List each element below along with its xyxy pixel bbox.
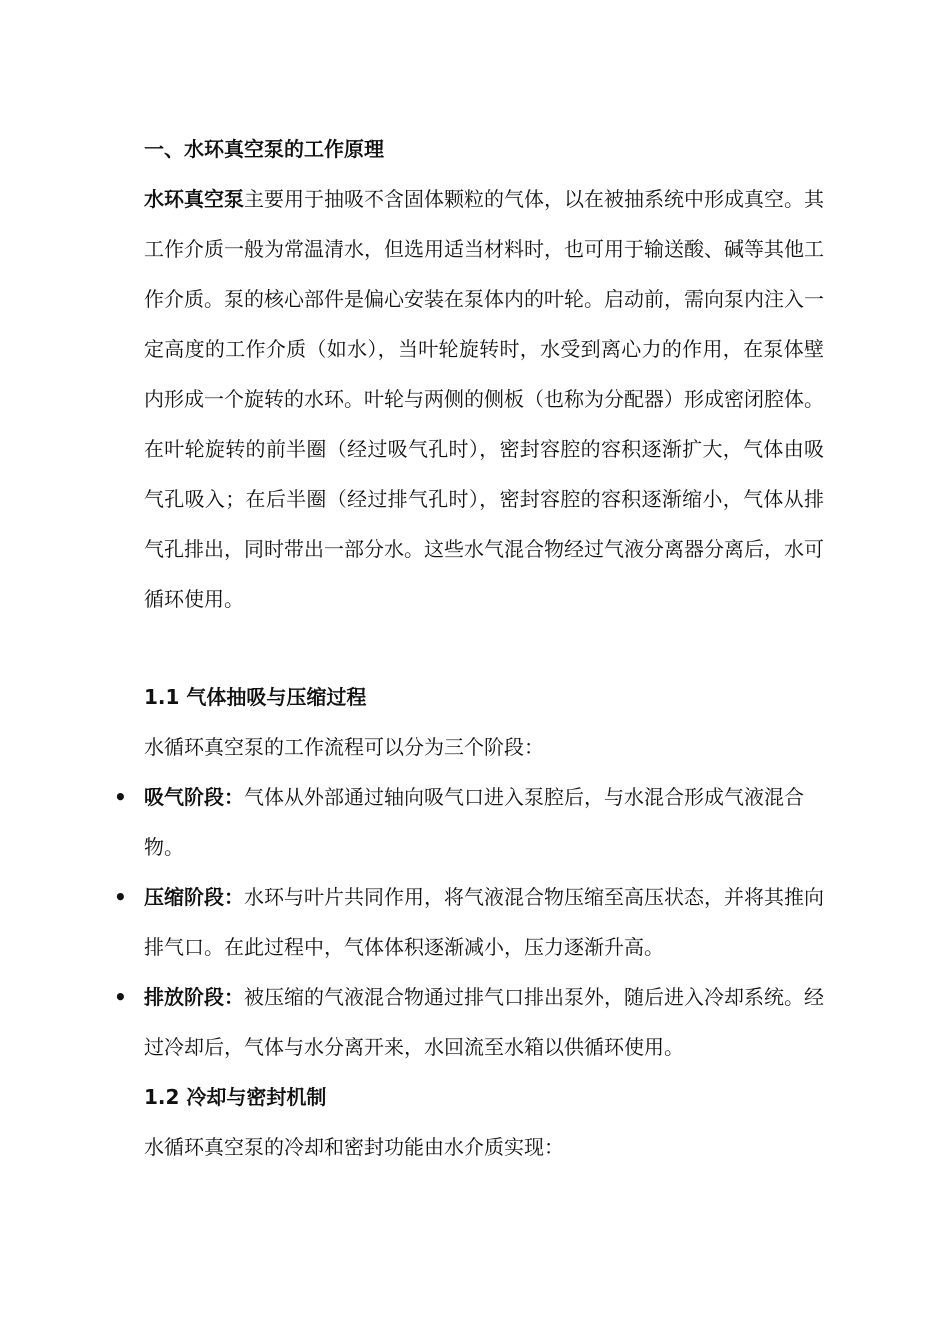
list-item-intake	[114, 772, 824, 872]
list-item-text: 气体从外部通过轴向吸气口进入泵腔后，与水混合形成气液混合物。	[144, 785, 804, 859]
section-1-2-lead: 水循环真空泵的冷却和密封功能由水介质实现：	[144, 1135, 564, 1159]
list-item-compression	[114, 872, 824, 972]
list-item-term: 压缩阶段：	[144, 885, 244, 909]
intro-term: 水环真空泵	[144, 187, 244, 211]
bullet-dot-icon: •	[114, 885, 127, 909]
list-item-discharge	[114, 972, 824, 1072]
list-item-text: 被压缩的气液混合物通过排气口排出泵外，随后进入冷却系统。经过冷却后，气体与水分离开来，水回流至水箱以供循环使用。	[144, 985, 824, 1059]
list-item-term: 排放阶段：	[144, 985, 244, 1009]
document-body	[114, 124, 824, 1172]
section-1-1-heading: 1.1 气体抽吸与压缩过程	[144, 685, 367, 709]
section-1-paragraph	[144, 174, 824, 624]
bullet-dot-icon: •	[114, 985, 127, 1009]
section-spacer	[144, 624, 824, 672]
bullet-dot-icon: •	[114, 785, 127, 809]
intro-text: 主要用于抽吸不含固体颗粒的气体，以在被抽系统中形成真空。其工作介质一般为常温清水，但选用适当材料时，也可用于输送酸、碱等其他工作介质。泵的核心部件是偏心安装在泵体内的叶轮。启动前，需向泵内注入一定高度的工作介质（如水），当叶轮旋转时，水受到离心力的作用，在泵体壁内形成一个旋转的水环。叶轮与两侧的侧板（也称为分配器）形成密闭腔体。在叶轮旋转的前半圈（经过吸气孔时），密封容腔的容积逐渐扩大，气体由吸气孔吸入；在后半圈（经过排气孔时），密封容腔的容积逐渐缩小，气体从排气孔排出，同时带出一部分水。这些水气混合物经过气液分离器分离后，水可循环使用。	[144, 187, 824, 611]
section-1-heading: 一、水环真空泵的工作原理	[144, 137, 384, 161]
section-1-1-lead: 水循环真空泵的工作流程可以分为三个阶段：	[144, 735, 544, 759]
list-item-text: 水环与叶片共同作用，将气液混合物压缩至高压状态，并将其推向排气口。在此过程中，气体体积逐渐减小，压力逐渐升高。	[144, 885, 824, 959]
list-item-term: 吸气阶段：	[144, 785, 244, 809]
section-1-2-heading: 1.2 冷却与密封机制	[144, 1085, 327, 1109]
stage-list	[114, 772, 824, 1072]
